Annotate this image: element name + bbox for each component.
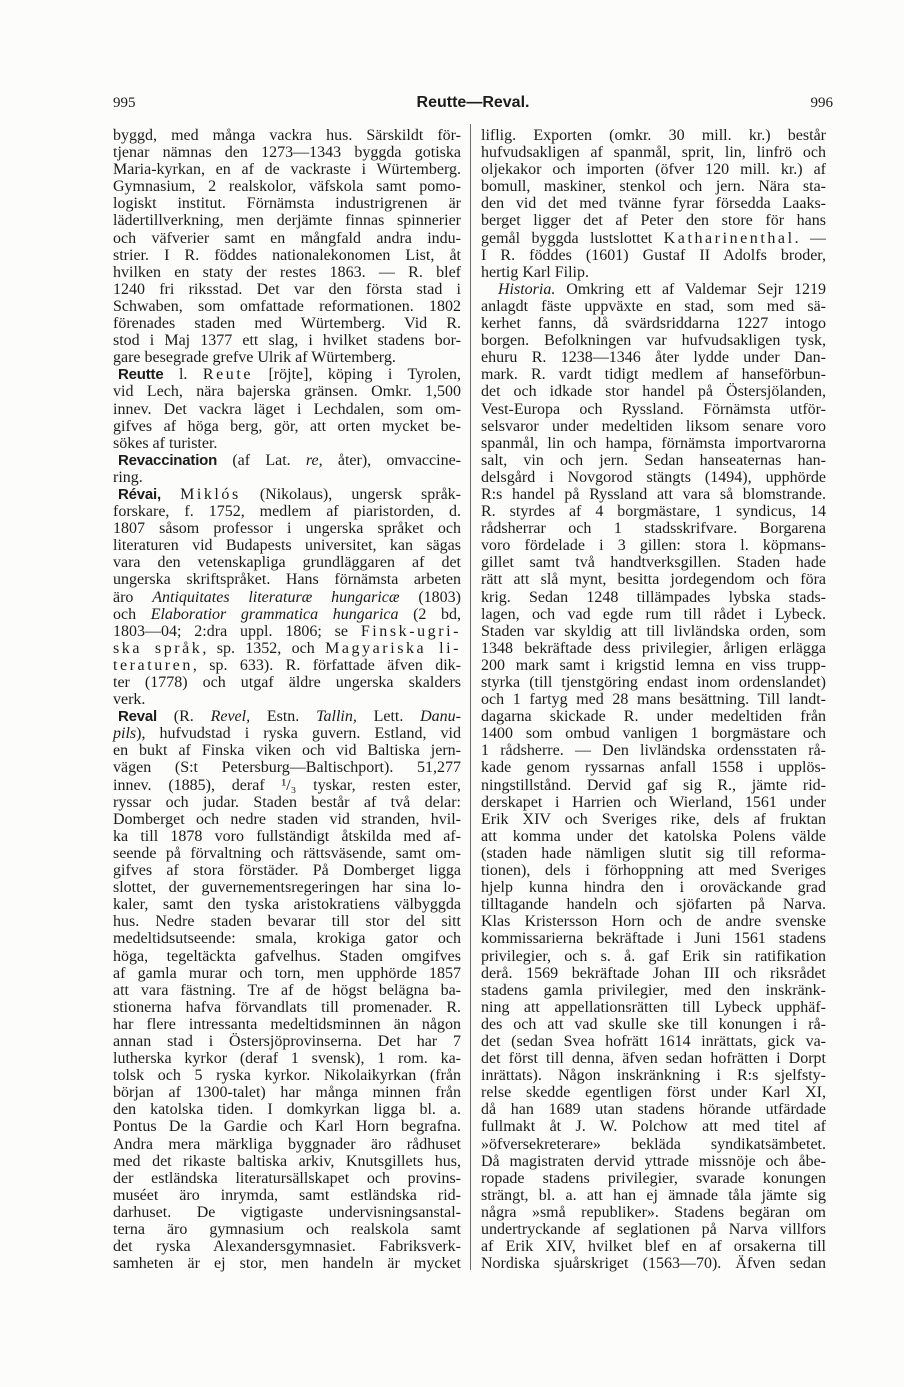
spaced-text: Miklós	[180, 485, 241, 503]
text-line: hufvudsakligen af spanmål, sprit, lin, linfrö och	[481, 144, 826, 162]
text-line: slottet, der guvernementsregeringen har sina lo-	[113, 879, 461, 897]
text-line: rätt att slå mynt, besitta jordegendom och föra	[481, 571, 826, 589]
entry-revai	[113, 486, 461, 708]
text-line	[113, 486, 461, 503]
text-line: gifves af stora förstäder. På Domberget ligga	[113, 862, 461, 880]
text-line: samheten är ej stor, men handeln är mycket	[113, 1255, 461, 1273]
text-line: en bukt af Finska viken och vid Baltiska jern-	[113, 742, 461, 760]
text-line: verk.	[113, 691, 146, 709]
text-line: den katolska tiden. I domkyrkan ligga bl. a.	[113, 1101, 461, 1119]
text-line: byggd, med många vackra hus. Särskildt för-	[113, 127, 461, 144]
text-run: l.	[163, 366, 203, 384]
text-line: lutherska kyrkor (deraf 1 svensk), 1 rom. ka-	[113, 1050, 461, 1068]
text-line	[113, 640, 461, 657]
text-line: tjenar nämnas den 1273—1343 byggda gotiska	[113, 144, 461, 162]
text-line: Domberget och nedre staden vid stranden, hvil-	[113, 810, 461, 828]
text-run: gemål byggda lustslottet	[481, 229, 664, 247]
text-line: (staden hade nämligen slutit sig till reforma-	[481, 844, 826, 862]
text-run: (Nikolaus), ungersk språk-	[240, 485, 462, 503]
text-line: annan stad i Östersjöprovinserna. Det har 7	[113, 1032, 461, 1050]
right-column	[481, 127, 826, 1272]
italic-text: Historia.	[498, 280, 556, 298]
text-line: oljekakor och importen (öfver 120 mill. kr.) af	[481, 161, 826, 179]
paragraph-continued	[113, 127, 461, 366]
text-line: der estländska literatursällskapet och provins-	[113, 1169, 461, 1187]
text-line: dagarna skickade R. under medeltiden från	[481, 708, 826, 726]
text-line: 1 rådsherre. — Den livländska ordensstaten rå-	[481, 742, 826, 760]
text-line: 200 mark samt i krigstid lemna en viss trupp-	[481, 656, 826, 674]
text-line: 1400 som ombud vanligen 1 borgmästare och	[481, 725, 826, 743]
text-run: Estn.	[250, 708, 317, 726]
section-historia	[481, 281, 826, 1272]
text-line: berget ligger det af Peter den store för hans	[481, 212, 826, 230]
text-run: (1803)	[399, 588, 461, 606]
text-line: förenades staden med Würtemberg. Vid R.	[113, 315, 461, 333]
text-line: privilegier, och s. å. gaf Erik sin ratifikation	[481, 947, 826, 965]
left-column	[113, 127, 461, 1272]
text-line: det ryska Alexandersgymnasiet. Fabriksverk-	[113, 1238, 461, 1256]
text-line: Schwaben, som omfattade reformationen. 1802	[113, 297, 461, 315]
text-line: relse skedde egentligen först under Karl XI,	[481, 1084, 826, 1102]
page-number-right: 996	[810, 95, 833, 111]
text-line: mark. R. vardt tidigt medlem af hanseförbun-	[481, 366, 826, 384]
text-line	[113, 708, 461, 725]
text-line: hjelp kunna hindra den i oroväckande grad	[481, 879, 826, 897]
text-run: (2 bd,	[398, 605, 461, 623]
text-line: hus. Nedre staden bevarar till stor del sitt	[113, 913, 461, 931]
text-line: strängt, bl. a. att han ej ämnade tåla jämte sig	[481, 1186, 826, 1204]
text-line: lädertillverkning, men derjämte finnas spinnerier	[113, 212, 461, 230]
text-run: . —	[794, 229, 827, 247]
text-line: Erik XIV och Sveriges rike, dels af fruktan	[481, 810, 826, 828]
text-line: derå. 1569 bekräftade Johan III och riksrådet	[481, 964, 826, 982]
text-line: medeltidsutseende: smala, krokiga gator och	[113, 930, 461, 948]
text-line: tolsk och 5 ryska kyrkor. Nikolaikyrkan (från	[113, 1067, 461, 1085]
text-line: ryssar och judar. Staden består af två delar:	[113, 793, 461, 811]
text-line: innev. Det vackra läget i Lechdalen, som om-	[113, 400, 461, 418]
text-line: kaler, samt den tyska aristokratiens välbyggda	[113, 896, 461, 914]
text-line	[113, 725, 461, 742]
text-line: des och att vad skulle ske till konungen i rå-	[481, 1015, 826, 1033]
text-line: gifves af höga berg, gör, att orten mycket be-	[113, 417, 461, 435]
text-line: den vid det med tvänne fyrar försedda Laaks-	[481, 195, 826, 213]
text-line: »öfversekreterare» bekläda syndikatsämbetet.	[481, 1135, 826, 1153]
text-line: det först till denna, äfven sedan hofrätten i Dorpt	[481, 1050, 826, 1068]
running-header	[113, 93, 833, 113]
text-line: delsgård i Novgorod stängts (1494), upphörde	[481, 468, 826, 486]
text-line	[113, 623, 461, 640]
text-line: 1807 såsom professor i ungerska språket och	[113, 520, 461, 538]
text-line: rådsherrar och 1 stadsskrifvare. Borgarena	[481, 520, 826, 538]
text-line: R:s handel på Ryssland att vara så blomstrande.	[481, 485, 826, 503]
column-divider	[470, 124, 471, 1270]
text-line: Nordiska sjuårskriget (1563—70). Äfven sedan	[481, 1255, 826, 1273]
text-line: kerhet fanns, då svärdsriddarna 1227 intogo	[481, 315, 826, 333]
text-line: gillet samt två handtverksgillen. Staden hade	[481, 554, 826, 572]
text-line: seende på förvaltning och rättsväsende, samt om-	[113, 844, 461, 862]
text-line	[481, 281, 826, 298]
text-run: Omkring ett af Valdemar Sejr 1219	[555, 280, 826, 298]
text-line: med det rikaste baltiska arkiv, Knutsgillets hus,	[113, 1152, 461, 1170]
text-line: Pontus De la Gardie och Karl Horn begrafna.	[113, 1118, 461, 1136]
text-line: början af 1300-talet) har många minnen från	[113, 1084, 461, 1102]
text-line: af gamla murar och torn, men upphörde 1857	[113, 964, 461, 982]
text-run: 1803—04; 2:dra uppl. 1806; se	[113, 622, 361, 640]
headword: Reval	[118, 708, 158, 726]
running-title: Reutte—Reval.	[416, 94, 530, 111]
text-line: kade genom ryssarnas anfall 1558 i upplös-	[481, 759, 826, 777]
text-run: Lett.	[356, 708, 421, 726]
text-run: och	[113, 605, 151, 623]
spaced-text: Reute	[202, 366, 253, 384]
entry-reutte	[113, 366, 461, 451]
text-line: strier. I R. föddes nationalekonomen List, åt	[113, 246, 461, 264]
text-line: salt, vin och jern. Sedan hanseaternas han-	[481, 451, 826, 469]
text-line: forskare, f. 1752, medlem af piaristorden, d.	[113, 503, 461, 521]
text-line: undertryckande af seglationen på Narva villfors	[481, 1221, 826, 1238]
text-line: ropade stadens privilegier, svarade konungen	[481, 1169, 826, 1187]
headword: Revaccination	[118, 451, 218, 469]
text-run: [röjte], köping i Tyrolen,	[253, 366, 461, 384]
text-line: Andra mera märkliga byggnader äro rådhuset	[113, 1135, 461, 1153]
text-line: stadens gamla privilegier, med den inskränk-	[481, 981, 826, 999]
text-line: Vest-Europa och Ryssland. Förnämsta utför-	[481, 400, 826, 418]
text-line: terna äro gymnasium och realskola samt	[113, 1221, 461, 1238]
italic-text: Danu-	[420, 708, 462, 726]
spaced-text: ska språk	[113, 639, 203, 657]
text-line: Maria-kyrkan, en af de vackraste i Würtemberg.	[113, 161, 461, 179]
text-run: ), hufvudstad i ryska guvern. Estland, vid	[136, 725, 461, 743]
text-line: muséet äro inrymda, samt estländska rid-	[113, 1186, 461, 1204]
text-line: kommissarierna bekräftade i Juni 1561 stadens	[481, 930, 826, 948]
text-line: ter (1778) och utgaf äldre ungerska skalders	[113, 674, 461, 691]
text-line: logiskt institut. Förnämsta industrigrenen är	[113, 195, 461, 213]
text-line: Klas Kristersson Horn och de andre svenske	[481, 913, 826, 931]
text-line	[113, 657, 461, 674]
text-line: sökes af turister.	[113, 434, 218, 452]
text-line: krig. Sedan 1248 tillämpades lybska stads-	[481, 588, 826, 606]
text-run: , sp. 633). R. författade äfven dik-	[192, 656, 461, 674]
italic-text: Revel,	[210, 708, 251, 726]
text-line: ehuru R. 1238—1346 åter lydde under Dan-	[481, 349, 826, 367]
text-line: höga, tegeltäckta gafvelhus. Staden omgifves	[113, 947, 461, 965]
text-line	[113, 366, 461, 383]
text-line: voro fördelade i 3 gillen: stora l. köpmans-	[481, 537, 826, 555]
text-line: af Erik XIV, hvilket blef en af orsakerna till	[481, 1238, 826, 1256]
text-line: då han 1689 utan stadens hörande utfärdade	[481, 1101, 826, 1119]
text-line	[113, 589, 461, 606]
text-line: Då magistraten dervid yttrade missnöje och åbe-	[481, 1152, 826, 1170]
text-line: ungerska skriftspråket. Hans förnämsta arbeten	[113, 571, 461, 589]
text-line: det och idkade stor handel på Östersjölanden,	[481, 383, 826, 401]
text-line: Staden var skyldig att till livländska orden, som	[481, 622, 826, 640]
text-line: literaturen vid Budapests universitet, kan sägas	[113, 537, 461, 555]
headword: Reutte	[118, 366, 164, 384]
text-line: darhuset. De vigtigaste undervisningsanstal-	[113, 1203, 461, 1221]
italic-text: re,	[305, 451, 323, 469]
text-line	[113, 606, 461, 623]
text-line: stod i Maj 1377 ett slag, i hvilket stadens bor-	[113, 332, 461, 350]
text-line	[113, 452, 461, 469]
text-line: liflig. Exporten (omkr. 30 mill. kr.) består	[481, 127, 826, 144]
text-line: borgen. Befolkningen var hufvudsakligen tysk,	[481, 332, 826, 350]
spaced-text: Katharinenthal	[663, 229, 795, 247]
text-line: att komma under det katolska Polens välde	[481, 827, 826, 845]
text-line: det (sedan Svea hofrätt 1614 inrättats, gick va-	[481, 1032, 826, 1050]
text-line: R. styrdes af 4 borgmästare, 1 syndicus, 14	[481, 503, 826, 521]
text-line: styrka (till tjenstgöring endast inom ordenslandet)	[481, 674, 826, 691]
text-line: vägen (S:t Petersburg—Baltischport). 51,277	[113, 759, 461, 777]
italic-text: pils	[113, 725, 137, 743]
text-line: bomull, maskiner, stenkol och jern. Nära sta-	[481, 178, 826, 196]
text-line: inrättats). Någon inskränkning i R:s sjelfsty-	[481, 1067, 826, 1085]
text-line: gare besegrade grefve Ulrik af Würtemberg.	[113, 349, 396, 367]
text-line: och 1 fartyg med 28 mans besättning. Till landt-	[481, 691, 826, 709]
text-line: selsvaror under medeltiden liksom senare voro	[481, 417, 826, 435]
text-line: att vara fästning. Tre af de högst belägna ba-	[113, 981, 461, 999]
text-run: äro	[113, 588, 153, 606]
italic-text: Elaboratior grammatica hungarica	[150, 605, 399, 623]
text-line: tionen), dels i förhoppning att med Sveriges	[481, 862, 826, 880]
text-line: Gymnasium, 2 realskolor, väfskola samt pomo-	[113, 178, 461, 196]
text-line: fullmakt åt J. W. Polchow att med titel af	[481, 1118, 826, 1136]
text-line: vara den vetenskapliga grundläggaren af det	[113, 554, 461, 572]
text-line: spanmål, lin och hampa, förnämsta importvarorna	[481, 434, 826, 452]
text-line: har flere intressanta medeltidsminnen än någon	[113, 1015, 461, 1033]
text-run: åter), omvaccine-	[322, 451, 461, 469]
text-line: I R. föddes (1601) Gustaf II Adolfs broder,	[481, 246, 826, 264]
text-line: derskapet i Harrien och Wierland, 1561 under	[481, 793, 826, 811]
text-line	[481, 230, 826, 247]
spaced-text: teraturen	[113, 656, 193, 674]
text-line: lagen, och vad egde rum till rådet i Lybeck.	[481, 605, 826, 623]
text-line: ningstillstånd. Dervid gaf sig R., jämte rid-	[481, 776, 826, 794]
text-run: , sp. 1352, och	[202, 639, 326, 657]
text-run: (R.	[157, 708, 211, 726]
italic-text: Tallin,	[316, 708, 357, 726]
text-line: 1348 bekräftade dess privilegier, årligen erlägga	[481, 639, 826, 657]
text-line: tilltagande handeln och sjöfarten på Narva.	[481, 896, 826, 914]
text-line: innev. (1885), deraf ¹/₃ tyskar, resten ester,	[113, 776, 461, 794]
text-line: ring.	[113, 468, 143, 486]
headword: Révai,	[118, 485, 161, 503]
entry-revaccination	[113, 452, 461, 486]
spaced-text: Finsk-ugri-	[360, 622, 461, 640]
text-line: anlagdt fäste uppväxte en stad, som med sä-	[481, 297, 826, 315]
text-run: (af Lat.	[217, 451, 306, 469]
text-line: några »små republiker». Stadens begäran om	[481, 1203, 826, 1221]
text-line: 1240 fri riksstad. Det var den första stad i	[113, 280, 461, 298]
text-line: och väfverier samt en mångfald andra indu-	[113, 229, 461, 247]
text-line: hvilken en staty der restes 1863. — R. blef	[113, 263, 461, 281]
italic-text: Antiquitates literaturæ hungaricæ	[152, 588, 400, 606]
text-line: ning att appellationsrätten till Lybeck upphäf-	[481, 998, 826, 1016]
page-number-left: 995	[113, 95, 136, 111]
text-line: stionerna hafva förvandlats till promenader. R.	[113, 998, 461, 1016]
paragraph-continued	[481, 127, 826, 281]
spaced-text: Magyariska li-	[325, 639, 462, 657]
text-line: ka till 1878 voro fullständigt åtskilda med af-	[113, 827, 461, 845]
entry-reval	[113, 708, 461, 1272]
text-line: hertig Karl Filip.	[481, 263, 589, 281]
text-run	[161, 486, 180, 503]
text-line: vid Lech, nära bajerska gränsen. Omkr. 1,500	[113, 383, 461, 401]
